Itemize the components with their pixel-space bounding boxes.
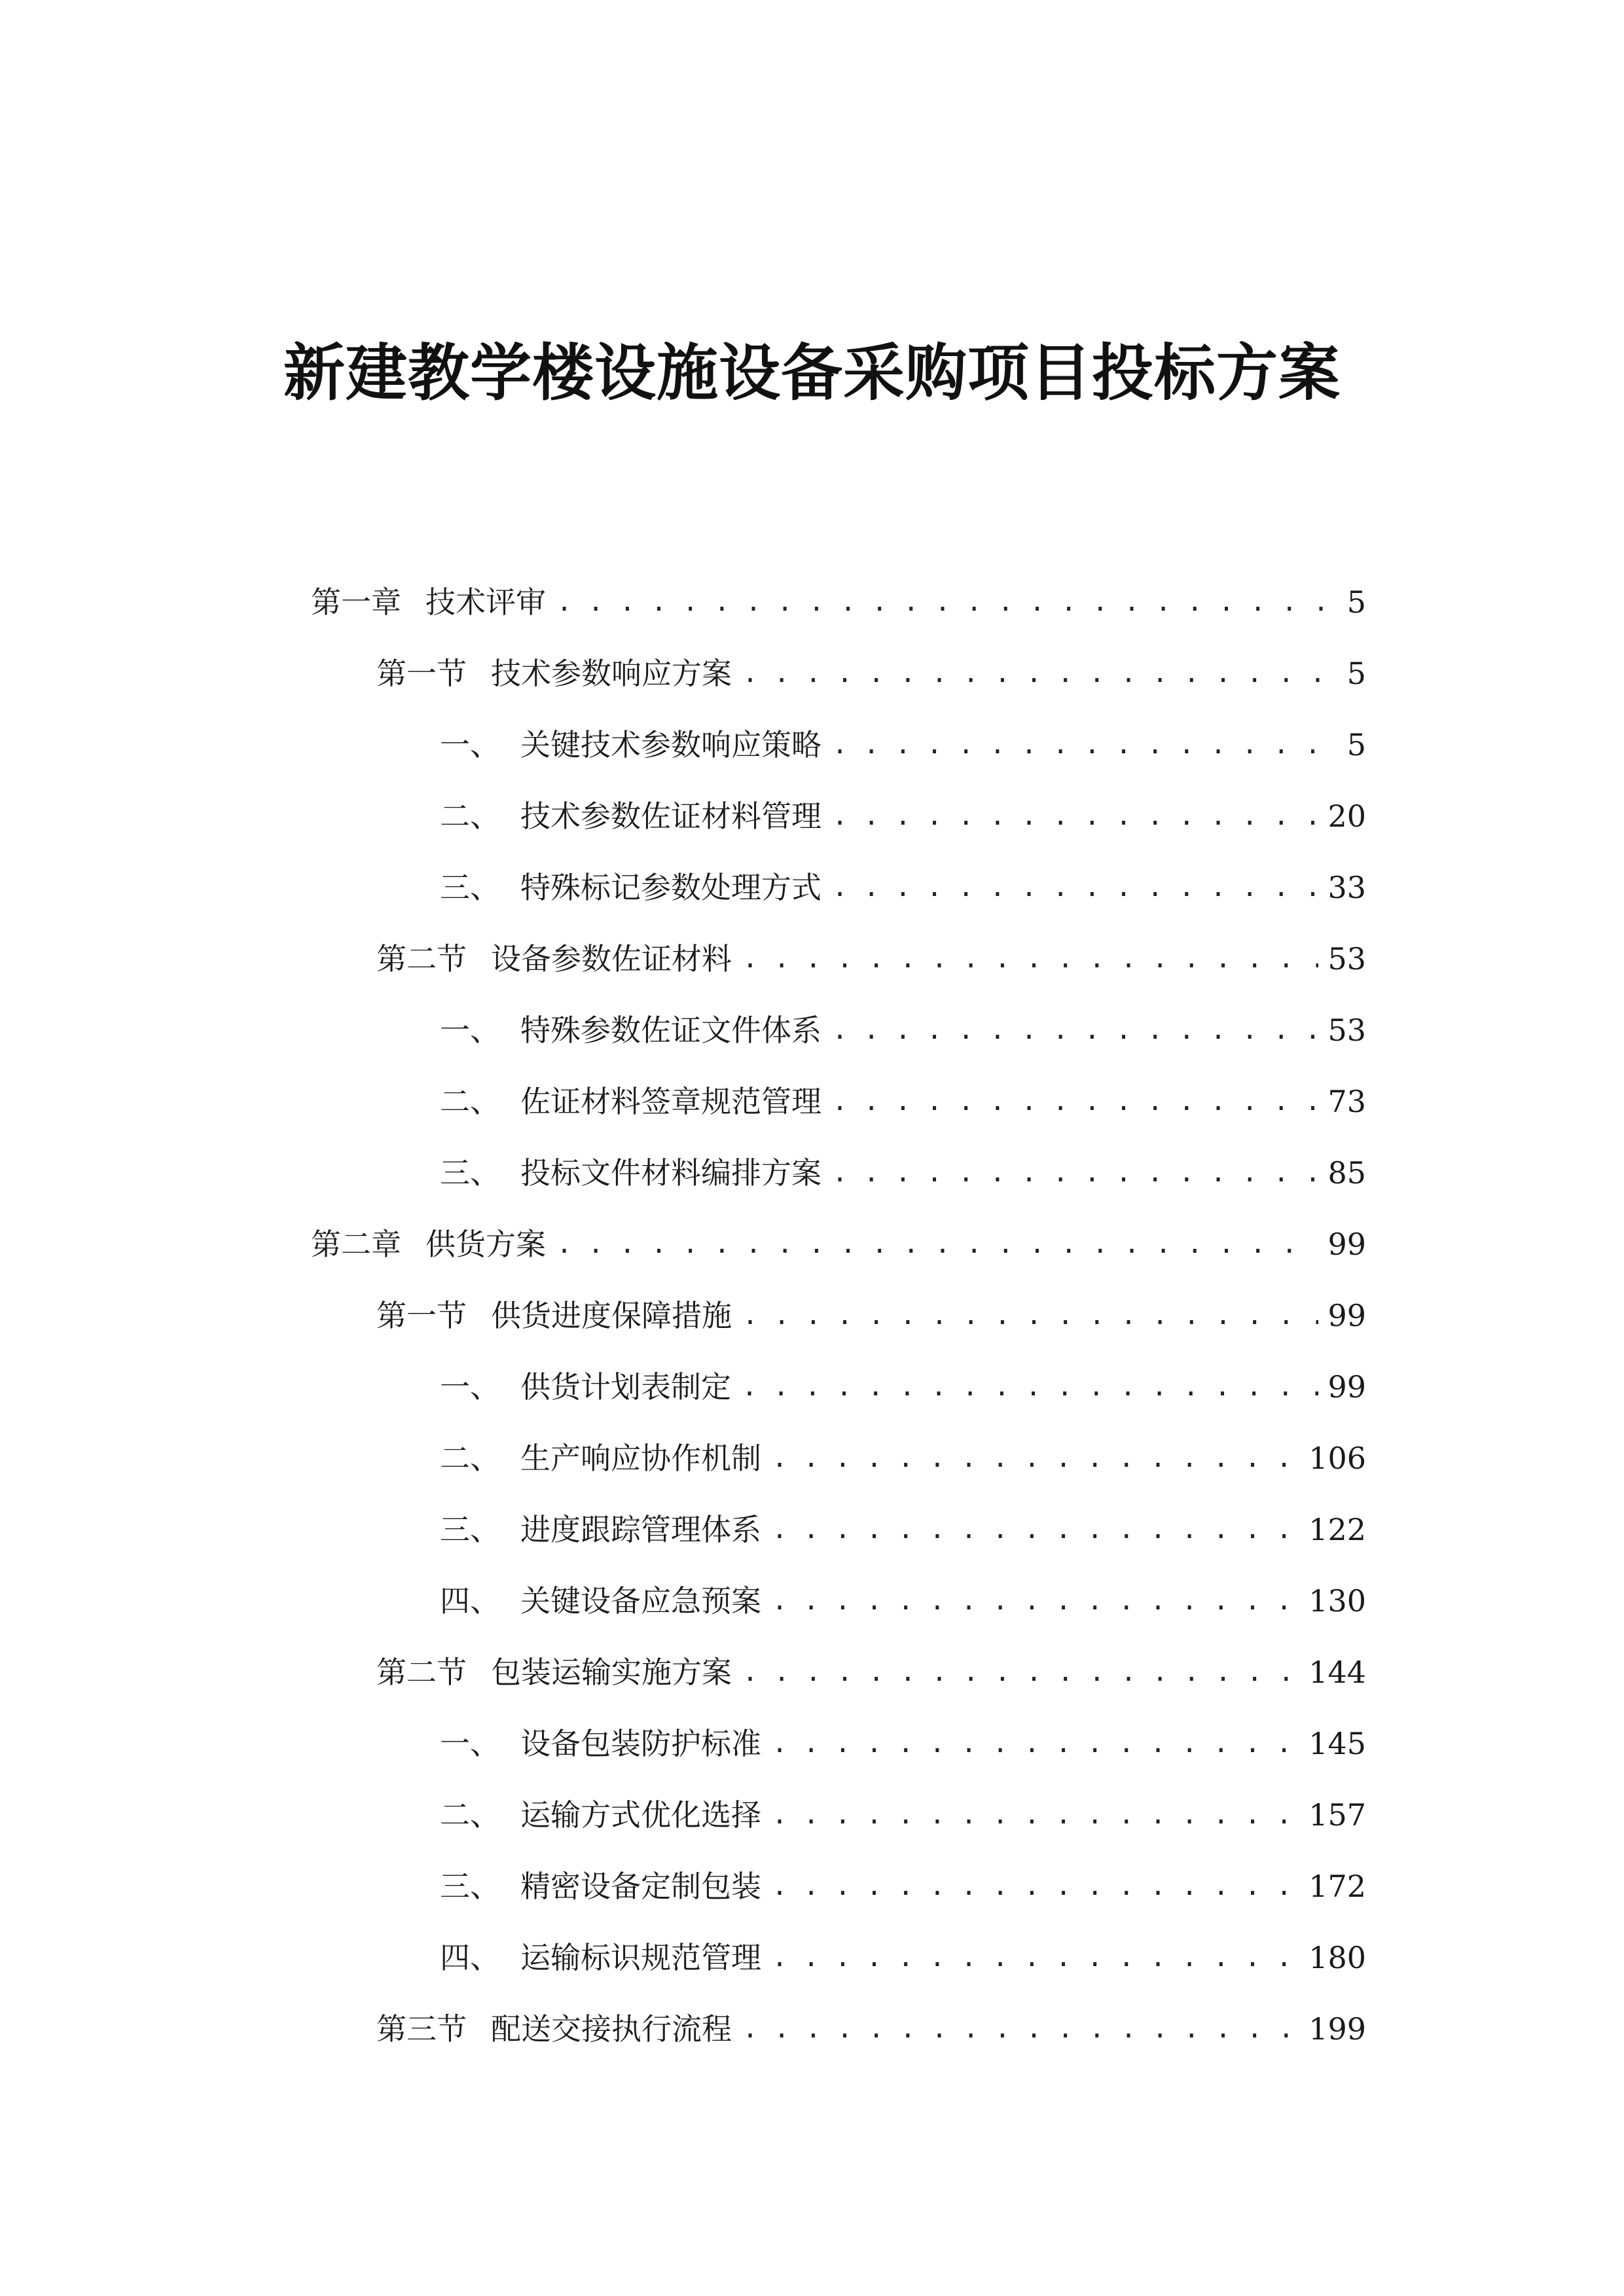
toc-entry-number: 第一节 (376, 656, 467, 691)
toc-entry-number: 一、 (440, 727, 500, 762)
toc-entry-label: 供货进度保障措施 (491, 1298, 732, 1333)
toc-dot-leader (556, 576, 1338, 628)
toc-dot-leader (742, 933, 1318, 985)
toc-entry[interactable] (376, 933, 1366, 985)
toc-entry[interactable] (440, 1432, 1366, 1484)
toc-entry-number: 第一节 (376, 1298, 467, 1333)
toc-entry-number: 第一章 (311, 584, 401, 620)
toc-entry-label: 投标文件材料编排方案 (520, 1155, 821, 1191)
toc-dot-leader (772, 1931, 1299, 1984)
toc-entry[interactable] (440, 1075, 1366, 1128)
toc-dot-leader (742, 1289, 1318, 1342)
toc-entry-label: 关键设备应急预案 (520, 1583, 761, 1619)
toc-dot-leader (742, 1646, 1299, 1698)
toc-dot-leader (772, 1717, 1299, 1770)
toc-entry-number: 二、 (440, 1441, 500, 1476)
toc-entry-label: 供货计划表制定 (520, 1369, 731, 1405)
toc-entry-page: 145 (1308, 1726, 1366, 1761)
toc-entry[interactable] (440, 1717, 1366, 1770)
toc-entry-page: 199 (1308, 2011, 1366, 2047)
toc-entry-page: 99 (1327, 1227, 1366, 1262)
toc-entry-page: 130 (1308, 1583, 1366, 1619)
toc-dot-leader (742, 1361, 1318, 1413)
toc-entry-label: 技术参数响应方案 (491, 656, 732, 691)
toc-dot-leader (772, 1503, 1299, 1556)
toc-entry-label: 运输方式优化选择 (520, 1797, 761, 1833)
toc-dot-leader (832, 1075, 1318, 1128)
toc-entry-label: 关键技术参数响应策略 (520, 727, 821, 762)
toc-entry-label: 佐证材料签章规范管理 (520, 1084, 821, 1119)
toc-dot-leader (832, 719, 1338, 771)
toc-entry[interactable] (311, 576, 1366, 628)
toc-entry[interactable] (440, 790, 1366, 842)
toc-entry-page: 99 (1327, 1369, 1366, 1405)
toc-entry-page: 144 (1308, 1655, 1366, 1690)
toc-entry-label: 配送交接执行流程 (491, 2011, 732, 2047)
toc-entry-label: 设备包装防护标准 (520, 1726, 761, 1761)
toc-entry[interactable] (376, 647, 1366, 700)
toc-entry[interactable] (311, 1218, 1366, 1270)
toc-entry-label: 生产响应协作机制 (520, 1441, 761, 1476)
toc-entry[interactable] (440, 1575, 1366, 1627)
toc-entry-page: 157 (1308, 1797, 1366, 1833)
toc-entry-label: 精密设备定制包装 (520, 1869, 761, 1904)
toc-dot-leader (772, 1860, 1299, 1912)
toc-entry-page: 5 (1346, 656, 1366, 691)
toc-entry-label: 包装运输实施方案 (491, 1655, 732, 1690)
toc-entry[interactable] (440, 1931, 1366, 1984)
toc-entry[interactable] (376, 2003, 1366, 2055)
toc-dot-leader (832, 861, 1318, 914)
toc-entry[interactable] (440, 1503, 1366, 1556)
toc-entry[interactable] (376, 1289, 1366, 1342)
toc-entry[interactable] (440, 1860, 1366, 1912)
toc-entry-number: 二、 (440, 798, 500, 834)
toc-entry-label: 供货方案 (425, 1227, 546, 1262)
toc-entry-number: 四、 (440, 1940, 500, 1975)
toc-entry-page: 172 (1308, 1869, 1366, 1904)
toc-entry-label: 技术参数佐证材料管理 (520, 798, 821, 834)
toc-entry-number: 一、 (440, 1013, 500, 1048)
toc-entry-page: 85 (1327, 1155, 1366, 1191)
toc-entry-number: 四、 (440, 1583, 500, 1619)
toc-entry-number: 第二章 (311, 1227, 401, 1262)
toc-dot-leader (772, 1575, 1299, 1627)
toc-entry-number: 二、 (440, 1084, 500, 1119)
toc-entry-page: 5 (1346, 584, 1366, 620)
toc-entry-page: 20 (1327, 798, 1366, 834)
toc-entry-number: 第二节 (376, 1655, 467, 1690)
toc-entry[interactable] (440, 861, 1366, 914)
toc-entry[interactable] (440, 1361, 1366, 1413)
toc-entry-label: 运输标识规范管理 (520, 1940, 761, 1975)
toc-entry-page: 122 (1308, 1512, 1366, 1547)
toc-entry-label: 进度跟踪管理体系 (520, 1512, 761, 1547)
toc-dot-leader (742, 2003, 1299, 2055)
toc-entry[interactable] (440, 1147, 1366, 1199)
toc-entry-label: 特殊标记参数处理方式 (520, 870, 821, 905)
toc-entry-number: 三、 (440, 1869, 500, 1904)
toc-entry[interactable] (440, 1004, 1366, 1056)
toc-entry-number: 三、 (440, 1512, 500, 1547)
toc-entry-page: 33 (1327, 870, 1366, 905)
document-title: 新建教学楼设施设备采购项目投标方案 (283, 337, 1341, 409)
toc-entry-page: 5 (1346, 727, 1366, 762)
toc-entry-page: 106 (1308, 1441, 1366, 1476)
toc-entry-page: 53 (1327, 1013, 1366, 1048)
toc-entry-page: 99 (1327, 1298, 1366, 1333)
toc-entry[interactable] (376, 1646, 1366, 1698)
toc-entry-page: 73 (1327, 1084, 1366, 1119)
toc-dot-leader (832, 1004, 1318, 1056)
toc-dot-leader (772, 1789, 1299, 1841)
toc-entry-number: 二、 (440, 1797, 500, 1833)
toc-entry-number: 一、 (440, 1369, 500, 1405)
toc-entry-number: 第三节 (376, 2011, 467, 2047)
toc-entry-number: 三、 (440, 870, 500, 905)
toc-entry-label: 设备参数佐证材料 (491, 941, 732, 977)
toc-entry-number: 第二节 (376, 941, 467, 977)
toc-entry-label: 特殊参数佐证文件体系 (520, 1013, 821, 1048)
toc-dot-leader (772, 1432, 1299, 1484)
toc-dot-leader (832, 790, 1318, 842)
toc-entry-number: 一、 (440, 1726, 500, 1761)
toc-dot-leader (556, 1218, 1318, 1270)
toc-entry-number: 三、 (440, 1155, 500, 1191)
toc-dot-leader (832, 1147, 1318, 1199)
toc-dot-leader (742, 647, 1338, 700)
toc-entry[interactable] (440, 719, 1366, 771)
toc-entry[interactable] (440, 1789, 1366, 1841)
toc-entry-page: 53 (1327, 941, 1366, 977)
toc-entry-label: 技术评审 (425, 584, 546, 620)
toc-entry-page: 180 (1308, 1940, 1366, 1975)
